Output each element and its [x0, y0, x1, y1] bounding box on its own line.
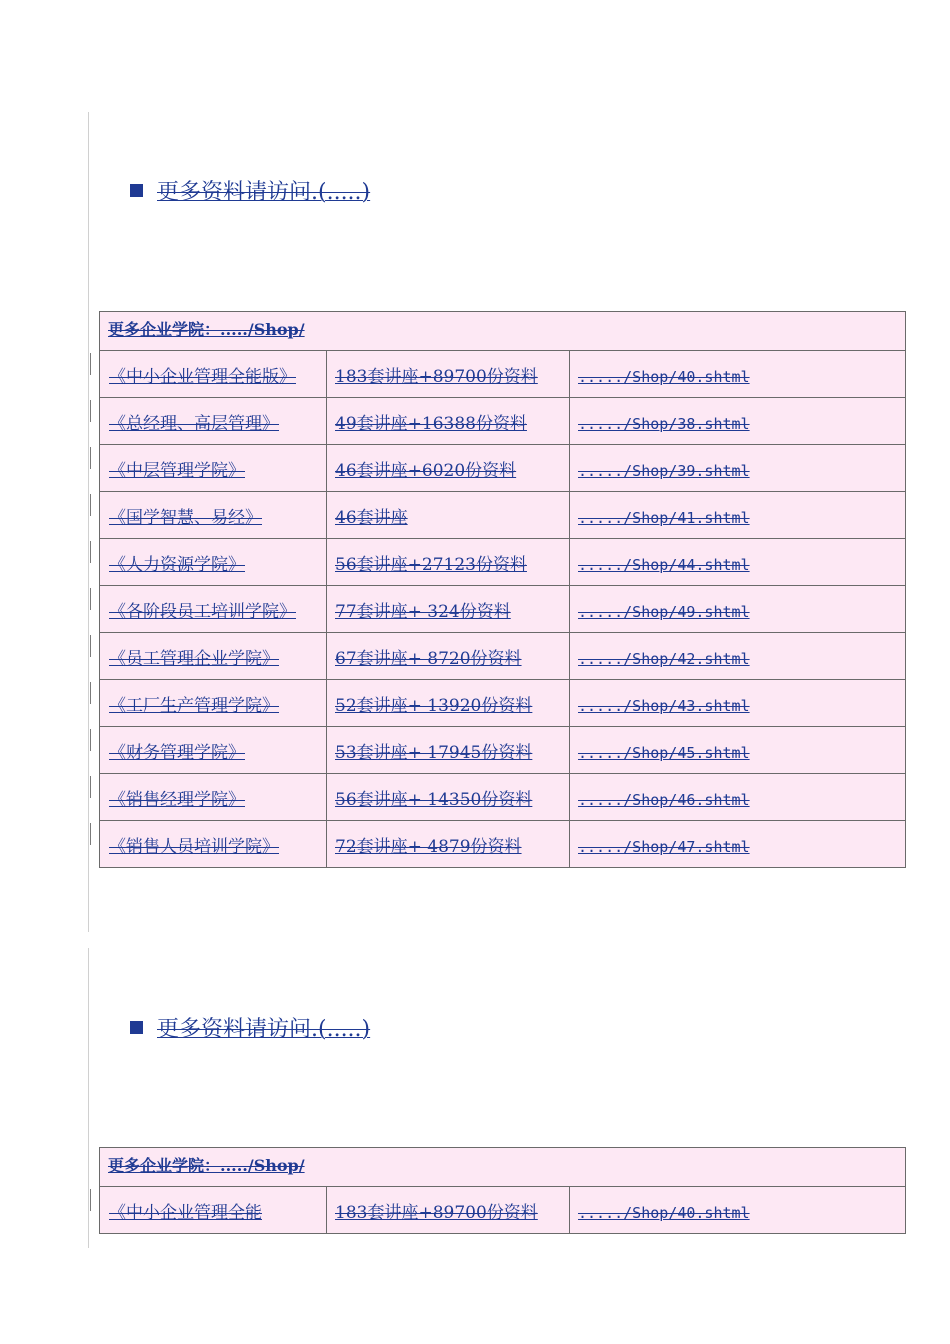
table-row — [100, 539, 906, 586]
row-change-bar — [90, 494, 91, 516]
row-change-bar — [90, 682, 91, 704]
promo-line — [130, 1012, 370, 1043]
promo-link[interactable]: 更多资料请访问.(.....) — [157, 1017, 371, 1042]
square-bullet-icon — [130, 184, 143, 197]
course-title[interactable]: 《工厂生产管理学院》 — [100, 680, 327, 727]
table-header-row — [100, 1148, 906, 1187]
course-url[interactable]: ...../Shop/40.shtml — [570, 351, 906, 398]
course-title[interactable]: 《中小企业管理全能 — [100, 1187, 327, 1234]
course-count[interactable]: 49套讲座+16388份资料 — [327, 398, 570, 445]
promo-link[interactable]: 更多资料请访问.(.....) — [157, 180, 371, 205]
course-url[interactable]: ...../Shop/46.shtml — [570, 774, 906, 821]
table-row — [100, 680, 906, 727]
course-url[interactable]: ...../Shop/47.shtml — [570, 821, 906, 868]
table-row — [100, 351, 906, 398]
course-url[interactable]: ...../Shop/45.shtml — [570, 727, 906, 774]
course-count[interactable]: 52套讲座+ 13920份资料 — [327, 680, 570, 727]
course-title[interactable]: 《销售人员培训学院》 — [100, 821, 327, 868]
table-row — [100, 633, 906, 680]
row-change-bar — [90, 588, 91, 610]
course-count[interactable]: 183套讲座+89700份资料 — [327, 1187, 570, 1234]
row-change-bar — [90, 729, 91, 751]
row-change-bar — [90, 635, 91, 657]
course-url[interactable]: ...../Shop/40.shtml — [570, 1187, 906, 1234]
course-title[interactable]: 《中层管理学院》 — [100, 445, 327, 492]
course-url[interactable]: ...../Shop/49.shtml — [570, 586, 906, 633]
table-header[interactable]: 更多企业学院：...../Shop/ — [100, 1148, 906, 1187]
course-count[interactable]: 77套讲座+ 324份资料 — [327, 586, 570, 633]
table-header[interactable]: 更多企业学院：...../Shop/ — [100, 312, 906, 351]
square-bullet-icon — [130, 1021, 143, 1034]
table-row — [100, 398, 906, 445]
table-row — [100, 821, 906, 868]
course-url[interactable]: ...../Shop/43.shtml — [570, 680, 906, 727]
row-change-bar — [90, 1189, 91, 1211]
course-title[interactable]: 《总经理、高层管理》 — [100, 398, 327, 445]
row-change-bar — [90, 823, 91, 845]
table-header-row — [100, 312, 906, 351]
course-count[interactable]: 46套讲座 — [327, 492, 570, 539]
row-change-bar — [90, 541, 91, 563]
course-count[interactable]: 46套讲座+6020份资料 — [327, 445, 570, 492]
course-title[interactable]: 《财务管理学院》 — [100, 727, 327, 774]
course-count[interactable]: 72套讲座+ 4879份资料 — [327, 821, 570, 868]
row-change-bar — [90, 776, 91, 798]
shop-table — [99, 1147, 906, 1234]
course-title[interactable]: 《各阶段员工培训学院》 — [100, 586, 327, 633]
course-count[interactable]: 56套讲座+27123份资料 — [327, 539, 570, 586]
course-title[interactable]: 《员工管理企业学院》 — [100, 633, 327, 680]
page-margin-line — [88, 948, 89, 1248]
shop-table — [99, 311, 906, 868]
course-title[interactable]: 《国学智慧、易经》 — [100, 492, 327, 539]
page-margin-line — [88, 112, 89, 932]
table-row — [100, 445, 906, 492]
course-url[interactable]: ...../Shop/38.shtml — [570, 398, 906, 445]
course-url[interactable]: ...../Shop/41.shtml — [570, 492, 906, 539]
table-row — [100, 492, 906, 539]
course-title[interactable]: 《中小企业管理全能版》 — [100, 351, 327, 398]
course-title[interactable]: 《人力资源学院》 — [100, 539, 327, 586]
table-row — [100, 586, 906, 633]
table-row — [100, 774, 906, 821]
course-count[interactable]: 67套讲座+ 8720份资料 — [327, 633, 570, 680]
promo-line — [130, 175, 370, 206]
course-count[interactable]: 56套讲座+ 14350份资料 — [327, 774, 570, 821]
course-count[interactable]: 53套讲座+ 17945份资料 — [327, 727, 570, 774]
table-row — [100, 1187, 906, 1234]
course-url[interactable]: ...../Shop/44.shtml — [570, 539, 906, 586]
course-count[interactable]: 183套讲座+89700份资料 — [327, 351, 570, 398]
course-url[interactable]: ...../Shop/39.shtml — [570, 445, 906, 492]
row-change-bar — [90, 447, 91, 469]
course-url[interactable]: ...../Shop/42.shtml — [570, 633, 906, 680]
row-change-bar — [90, 400, 91, 422]
table-row — [100, 727, 906, 774]
row-change-bar — [90, 353, 91, 375]
course-title[interactable]: 《销售经理学院》 — [100, 774, 327, 821]
